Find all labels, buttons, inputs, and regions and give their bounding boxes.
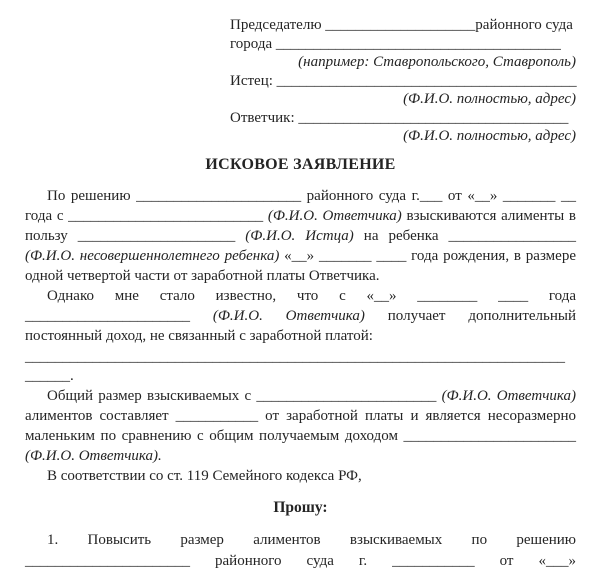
text-run: получает дополнительный постоянный доход, не связанный с заработной платой:: [25, 307, 576, 344]
paragraph-alimony-size: [25, 386, 576, 466]
plaintiff-blank: ________________________________________: [276, 72, 577, 89]
city-label: города: [230, 35, 276, 52]
income-description-blank-line: ________________________________________________________________________: [25, 348, 565, 365]
defendant-fio-note: (Ф.И.О. Ответчика).: [25, 447, 162, 464]
text-run: Однако мне стало известно, что с «__» ________ ____ года ______________________: [25, 287, 576, 324]
defendant-fio-note: (Ф.И.О. Ответчика): [441, 387, 576, 404]
paragraph-court-decision: [25, 186, 576, 286]
defendant-blank: ____________________________________: [298, 109, 569, 126]
court-header-block: [230, 16, 576, 146]
text-run: «__» _______ ____ года рождения, в размере одной четвертой части от заработной платы Ответчика.: [25, 247, 576, 284]
child-fio-note: (Ф.И.О. несовершеннолетнего ребенка): [25, 247, 280, 264]
defendant-fio-note: (Ф.И.О. Ответчика): [212, 307, 365, 324]
defendant-hint: (Ф.И.О. полностью, адрес): [403, 128, 576, 144]
city-line: [230, 35, 576, 54]
text-run: Общий размер взыскиваемых с ________________________: [47, 387, 442, 404]
petition-item-1-line-1: 1. Повысить размер алиментов взыскиваемых по решению: [47, 531, 576, 548]
defendant-fio-note: (Ф.И.О. Ответчика): [267, 207, 402, 224]
plaintiff-hint: (Ф.И.О. полностью, адрес): [403, 91, 576, 107]
text-run: на ребенка _________________: [353, 227, 576, 244]
text-run: взыскиваются алименты в пользу _____________________: [25, 207, 576, 244]
plaintiff-line: [230, 72, 576, 91]
defendant-line: [230, 109, 576, 128]
plaintiff-label: Истец:: [230, 72, 277, 89]
petition-heading: Прошу:: [273, 498, 328, 516]
city-hint: (например: Ставропольского, Ставрополь): [298, 54, 576, 70]
court-name-blank: ____________________: [325, 17, 476, 33]
paragraph-legal-basis: В соответствии со ст. 119 Семейного кодекса РФ,: [47, 467, 362, 484]
document-title: ИСКОВОЕ ЗАЯВЛЕНИЕ: [205, 155, 396, 173]
paragraph-additional-income: [25, 286, 576, 346]
city-blank: ______________________________________: [275, 35, 561, 52]
text-run: алиментов составляет ___________ от заработной платы и является несоразмерно маленьким по сравнению с общим получаемым доходом _______________________: [25, 407, 576, 444]
plaintiff-fio-note: (Ф.И.О. Истца): [245, 227, 354, 244]
chairman-line: [230, 16, 576, 35]
defendant-label: Ответчик:: [230, 109, 299, 126]
court-type-label: районного суда: [475, 17, 573, 33]
text-run: По решению ______________________ районного суда г.___ от «__» _______ __ года с __________________________: [25, 187, 576, 224]
petition-item-1-line-2: ______________________ районного суда г. ___________ от «___»: [25, 552, 576, 569]
income-description-blank-tail: ______.: [25, 367, 74, 384]
chairman-label: Председателю: [230, 17, 326, 33]
